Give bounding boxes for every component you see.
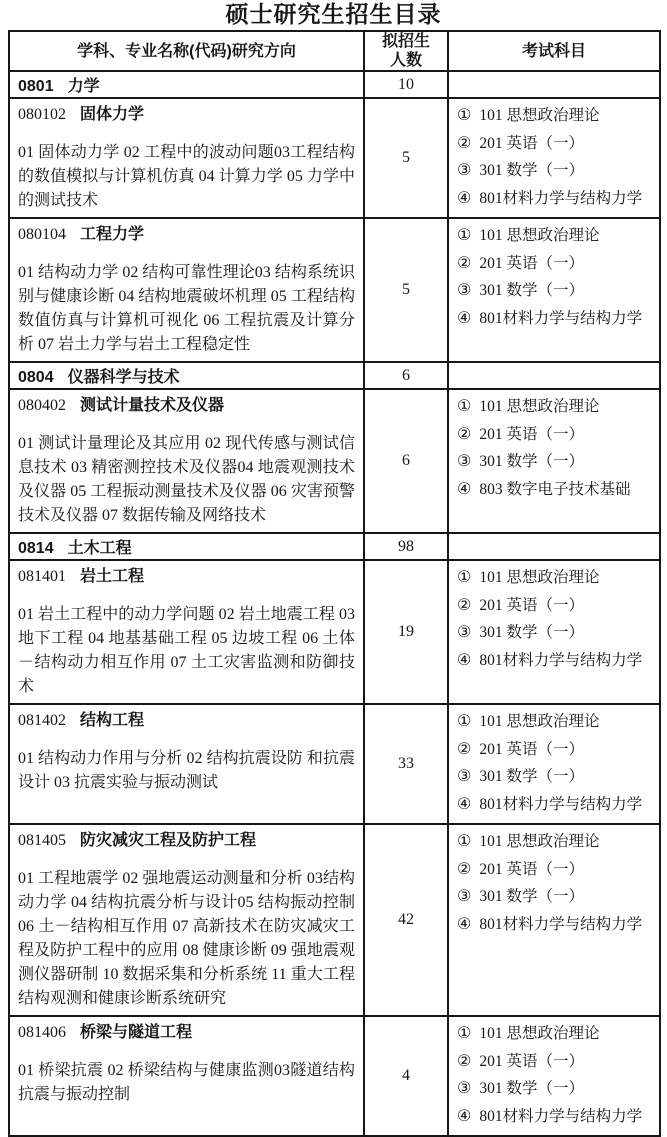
circled-number-2: ② xyxy=(457,254,472,272)
circled-number-3: ③ xyxy=(457,768,472,785)
section-name: 土木工程 xyxy=(67,540,132,557)
major-row-081402 xyxy=(9,704,660,824)
exam-subject xyxy=(457,564,656,592)
circled-number-3: ③ xyxy=(457,282,472,299)
exam-subjects-cell xyxy=(448,704,660,824)
circled-number-1: ① xyxy=(457,569,472,586)
exam-subject-text: 101 思想政治理论 xyxy=(479,398,600,415)
exam-subjects-cell-empty xyxy=(448,533,660,560)
exam-subject xyxy=(457,448,656,476)
circled-number-4: ④ xyxy=(457,651,472,669)
major-row-080102 xyxy=(9,98,660,218)
major-title-cell xyxy=(9,1016,364,1136)
major-code: 081402 xyxy=(18,712,66,729)
exam-subject xyxy=(457,763,656,791)
major-title xyxy=(18,1022,355,1044)
header-enrollment-column xyxy=(364,31,448,71)
circled-number-4: ④ xyxy=(457,480,472,498)
major-name: 固体力学 xyxy=(80,106,145,123)
major-row-081405 xyxy=(9,824,660,1016)
major-title-cell xyxy=(9,824,364,1016)
research-directions: 01 工程地震学 02 强地震运动测量和分析 03结构动力学 04 结构抗震分析与设计05 结构振动控制 06 土－结构相互作用 07 高新技术在防灾减灾工程及防护工程中的应用 08 健康诊断 09 强地震观测仪器研制 10 数据采集和分析系统 11 重大工程结构观测和健康诊断系统研究 xyxy=(18,870,355,1007)
exam-subject xyxy=(457,130,656,158)
exam-subject-text: 801材料力学与结构力学 xyxy=(479,1107,643,1125)
exam-subject-text: 301 数学（一） xyxy=(479,888,584,905)
enrollment-count: 98 xyxy=(364,533,448,560)
major-title-cell xyxy=(9,218,364,362)
exam-subject xyxy=(457,305,656,333)
exam-subject-text: 301 数学（一） xyxy=(479,768,584,785)
major-name: 岩土工程 xyxy=(80,568,145,585)
exam-subject-text: 101 思想政治理论 xyxy=(479,569,600,586)
exam-subject-text: 803 数字电子技术基础 xyxy=(479,480,631,498)
section-title-cell xyxy=(9,533,364,560)
circled-number-3: ③ xyxy=(457,888,472,905)
circled-number-2: ② xyxy=(457,425,472,443)
exam-subject xyxy=(457,828,656,856)
circled-number-4: ④ xyxy=(457,795,472,813)
exam-subject-text: 801材料力学与结构力学 xyxy=(479,795,643,813)
major-title-cell xyxy=(9,389,364,533)
major-title-cell xyxy=(9,98,364,218)
circled-number-3: ③ xyxy=(457,1080,472,1097)
header-enrollment-line2: 人数 xyxy=(389,52,422,69)
exam-subjects-cell xyxy=(448,824,660,1016)
exam-subject-text: 301 数学（一） xyxy=(479,282,584,299)
exam-subjects-cell xyxy=(448,98,660,218)
circled-number-1: ① xyxy=(457,713,472,730)
exam-subject-text: 801材料力学与结构力学 xyxy=(479,915,643,933)
exam-subject xyxy=(457,250,656,278)
exam-subject-text: 301 数学（一） xyxy=(479,624,584,641)
major-name: 桥梁与隧道工程 xyxy=(80,1024,193,1041)
enrollment-count: 6 xyxy=(364,362,448,389)
table-header-row xyxy=(9,31,660,71)
exam-subject xyxy=(457,1075,656,1103)
major-code: 081406 xyxy=(18,1024,66,1041)
exam-subject xyxy=(457,1048,656,1076)
exam-subject xyxy=(457,883,656,911)
exam-subject-text: 101 思想政治理论 xyxy=(479,833,600,850)
section-row-0804 xyxy=(9,362,660,389)
major-code: 081405 xyxy=(18,832,66,849)
major-title xyxy=(18,566,355,588)
exam-subject-text: 101 思想政治理论 xyxy=(479,107,600,124)
research-directions: 01 岩土工程中的动力学问题 02 岩土地震工程 03 地下工程 04 地基基础工程 05 边坡工程 06 土体－结构动力相互作用 07 土工灾害监测和防御技术 xyxy=(18,606,355,695)
major-code: 081401 xyxy=(18,568,66,585)
exam-subject-text: 301 数学（一） xyxy=(479,162,584,179)
exam-subjects-cell-empty xyxy=(448,71,660,98)
research-directions: 01 结构动力作用与分析 02 结构抗震设防 和抗震设计 03 抗震实验与振动测试 xyxy=(18,750,355,791)
exam-subject xyxy=(457,222,656,250)
exam-subject-text: 201 英语（一） xyxy=(479,1052,584,1070)
circled-number-2: ② xyxy=(457,134,472,152)
enrollment-count: 4 xyxy=(364,1016,448,1136)
exam-subject xyxy=(457,736,656,764)
enrollment-count: 5 xyxy=(364,218,448,362)
exam-subject xyxy=(457,619,656,647)
section-code: 0814 xyxy=(18,540,54,557)
major-name: 防灾减灾工程及防护工程 xyxy=(80,832,257,849)
major-name: 结构工程 xyxy=(80,712,145,729)
research-directions: 01 桥梁抗震 02 桥梁结构与健康监测03隧道结构抗震与振动控制 xyxy=(18,1062,355,1103)
exam-subjects-cell xyxy=(448,560,660,704)
exam-subject-text: 101 思想政治理论 xyxy=(479,713,600,730)
research-directions: 01 固体动力学 02 工程中的波动问题03工程结构的数值模拟与计算机仿真 04 计算力学 05 力学中的测试技术 xyxy=(18,144,355,209)
circled-number-3: ③ xyxy=(457,453,472,470)
exam-subjects-cell-empty xyxy=(448,362,660,389)
circled-number-1: ① xyxy=(457,107,472,124)
major-title-cell xyxy=(9,704,364,824)
major-name: 工程力学 xyxy=(80,226,145,243)
exam-subject-text: 201 英语（一） xyxy=(479,860,584,878)
circled-number-4: ④ xyxy=(457,189,472,207)
exam-subject xyxy=(457,1103,656,1131)
major-row-081401 xyxy=(9,560,660,704)
exam-subject xyxy=(457,856,656,884)
major-code: 080104 xyxy=(18,226,66,243)
major-title xyxy=(18,710,355,732)
exam-subject xyxy=(457,911,656,939)
enrollment-count: 19 xyxy=(364,560,448,704)
enrollment-count: 10 xyxy=(364,71,448,98)
circled-number-4: ④ xyxy=(457,915,472,933)
exam-subject xyxy=(457,476,656,504)
exam-subject-text: 101 思想政治理论 xyxy=(479,1025,600,1042)
major-code: 080402 xyxy=(18,397,66,414)
enrollment-count: 5 xyxy=(364,98,448,218)
exam-subject-text: 301 数学（一） xyxy=(479,1080,584,1097)
circled-number-1: ① xyxy=(457,398,472,415)
exam-subject-text: 301 数学（一） xyxy=(479,453,584,470)
page-title: 硕士研究生招生目录 xyxy=(225,2,442,27)
section-code: 0801 xyxy=(18,78,54,95)
exam-subject-text: 201 英语（一） xyxy=(479,425,584,443)
research-directions: 01 测试计量理论及其应用 02 现代传感与测试信息技术 03 精密测控技术及仪器04 地震观测技术及仪器 05 工程振动测量技术及仪器 06 灾害预警技术及仪器 07 数据传输及网络技术 xyxy=(18,435,355,524)
header-exam-column: 考试科目 xyxy=(448,31,660,71)
circled-number-2: ② xyxy=(457,596,472,614)
circled-number-3: ③ xyxy=(457,624,472,641)
exam-subject-text: 201 英语（一） xyxy=(479,596,584,614)
major-title xyxy=(18,830,355,852)
circled-number-1: ① xyxy=(457,1025,472,1042)
section-row-0801 xyxy=(9,71,660,98)
header-major-column: 学科、专业名称(代码)研究方向 xyxy=(9,31,364,71)
circled-number-1: ① xyxy=(457,227,472,244)
enrollment-count: 6 xyxy=(364,389,448,533)
exam-subjects-cell xyxy=(448,218,660,362)
exam-subject xyxy=(457,421,656,449)
major-title-cell xyxy=(9,560,364,704)
exam-subject-text: 201 英语（一） xyxy=(479,254,584,272)
exam-subject xyxy=(457,647,656,675)
major-name: 测试计量技术及仪器 xyxy=(80,397,225,414)
exam-subject-text: 801材料力学与结构力学 xyxy=(479,189,643,207)
circled-number-2: ② xyxy=(457,740,472,758)
circled-number-4: ④ xyxy=(457,309,472,327)
exam-subject-text: 201 英语（一） xyxy=(479,134,584,152)
exam-subjects-cell xyxy=(448,389,660,533)
section-title-cell xyxy=(9,362,364,389)
exam-subject xyxy=(457,708,656,736)
major-title xyxy=(18,224,355,246)
circled-number-2: ② xyxy=(457,1052,472,1070)
enrollment-count: 33 xyxy=(364,704,448,824)
circled-number-2: ② xyxy=(457,860,472,878)
exam-subject-text: 801材料力学与结构力学 xyxy=(479,309,643,327)
enrollment-count: 42 xyxy=(364,824,448,1016)
major-title xyxy=(18,395,355,417)
exam-subject xyxy=(457,277,656,305)
exam-subject-text: 201 英语（一） xyxy=(479,740,584,758)
circled-number-3: ③ xyxy=(457,162,472,179)
circled-number-4: ④ xyxy=(457,1107,472,1125)
section-row-0814 xyxy=(9,533,660,560)
section-name: 力学 xyxy=(67,78,100,95)
major-code: 080102 xyxy=(18,106,66,123)
exam-subject xyxy=(457,185,656,213)
section-code: 0804 xyxy=(18,369,54,386)
admissions-table xyxy=(8,30,661,1137)
exam-subjects-cell xyxy=(448,1016,660,1136)
exam-subject-text: 801材料力学与结构力学 xyxy=(479,651,643,669)
exam-subject xyxy=(457,157,656,185)
exam-subject xyxy=(457,791,656,819)
exam-subject xyxy=(457,102,656,130)
exam-subject xyxy=(457,592,656,620)
major-title xyxy=(18,104,355,126)
exam-subject xyxy=(457,1020,656,1048)
header-enrollment-line1: 拟招生 xyxy=(381,33,430,50)
major-row-080104 xyxy=(9,218,660,362)
circled-number-1: ① xyxy=(457,833,472,850)
exam-subject xyxy=(457,393,656,421)
section-title-cell xyxy=(9,71,364,98)
major-row-080402 xyxy=(9,389,660,533)
major-row-081406 xyxy=(9,1016,660,1136)
exam-subject-text: 101 思想政治理论 xyxy=(479,227,600,244)
research-directions: 01 结构动力学 02 结构可靠性理论03 结构系统识别与健康诊断 04 结构地震破坏机理 05 工程结构数值仿真与计算机可视化 06 工程抗震及计算分析 07 岩土力学与岩土工程稳定性 xyxy=(18,264,355,353)
section-name: 仪器科学与技术 xyxy=(67,369,180,386)
